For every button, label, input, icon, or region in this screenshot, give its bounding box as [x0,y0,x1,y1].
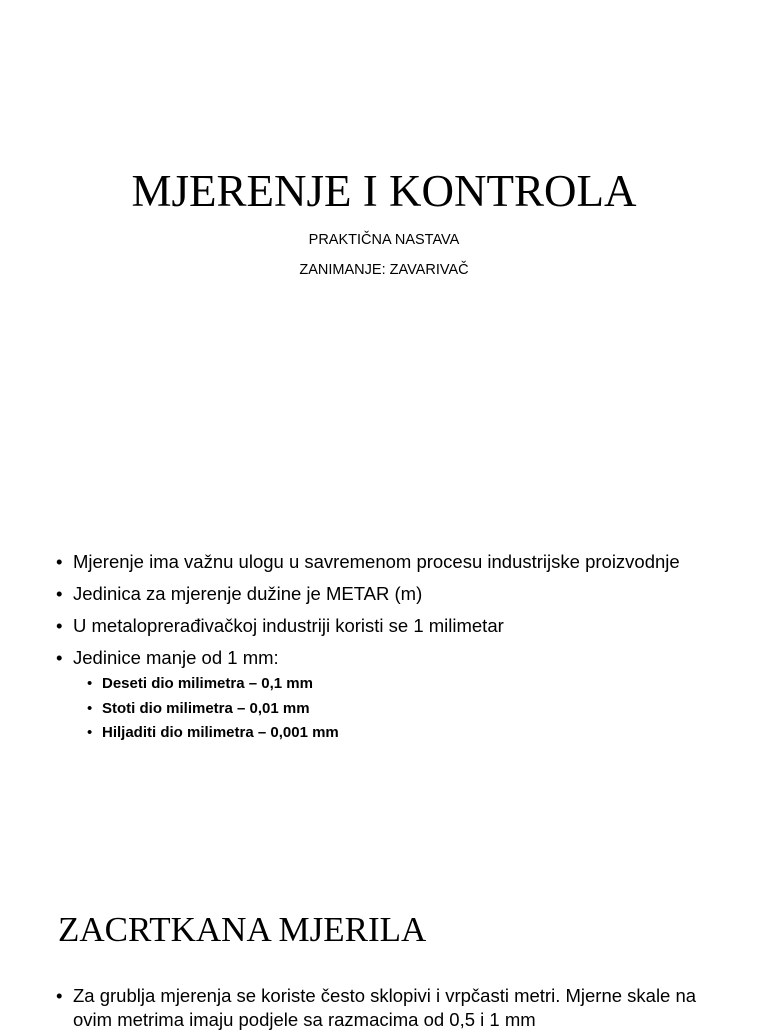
bullet-icon: • [56,583,63,604]
bullet-list-measuring-tools [56,984,716,1032]
list-item [56,614,716,638]
slide-title: MJERENJE I KONTROLA [131,166,637,216]
bullet-text: Mjerenje ima važnu ulogu u savremenom procesu industrijske proizvodnje [73,551,680,572]
sub-bullet-text: Stoti dio milimetra – 0,01 mm [102,699,310,717]
bullet-text: U metaloprerađivačkoj industriji koristi se 1 milimetar [73,615,504,636]
list-item [56,984,716,1032]
list-item [56,550,716,574]
sub-bullet-text: Deseti dio milimetra – 0,1 mm [102,675,313,692]
list-item [56,646,716,746]
sub-list-item [87,721,716,746]
list-item [56,582,716,606]
sub-bullet-text: Hiljaditi dio milimetra – 0,001 mm [102,724,339,741]
sub-list-item [87,697,716,722]
bullet-icon: • [56,647,63,668]
bullet-list [56,550,716,754]
subtitle-course: PRAKTIČNA NASTAVA [308,232,460,248]
sub-list-item [87,672,716,697]
bullet-icon: • [87,699,93,717]
subtitle-occupation: ZANIMANJE: ZAVARIVAČ [299,262,469,278]
bullet-icon: • [87,675,93,692]
bullet-text: Jedinica za mjerenje dužine je METAR (m) [73,583,423,604]
bullet-text: Za grublja mjerenja se koriste često sklopivi i vrpčasti metri. Mjerne skale na ovim metrima imaju podjele sa razmacima od 0,5 i 1 mm [73,985,697,1030]
bullet-text: Jedinice manje od 1 mm: [73,647,279,668]
section-title: ZACRTKANA MJERILA [58,910,427,949]
bullet-icon: • [56,985,63,1006]
bullet-icon: • [87,724,93,741]
sub-bullet-list [87,672,716,746]
bullet-icon: • [56,615,63,636]
bullet-icon: • [56,551,63,572]
